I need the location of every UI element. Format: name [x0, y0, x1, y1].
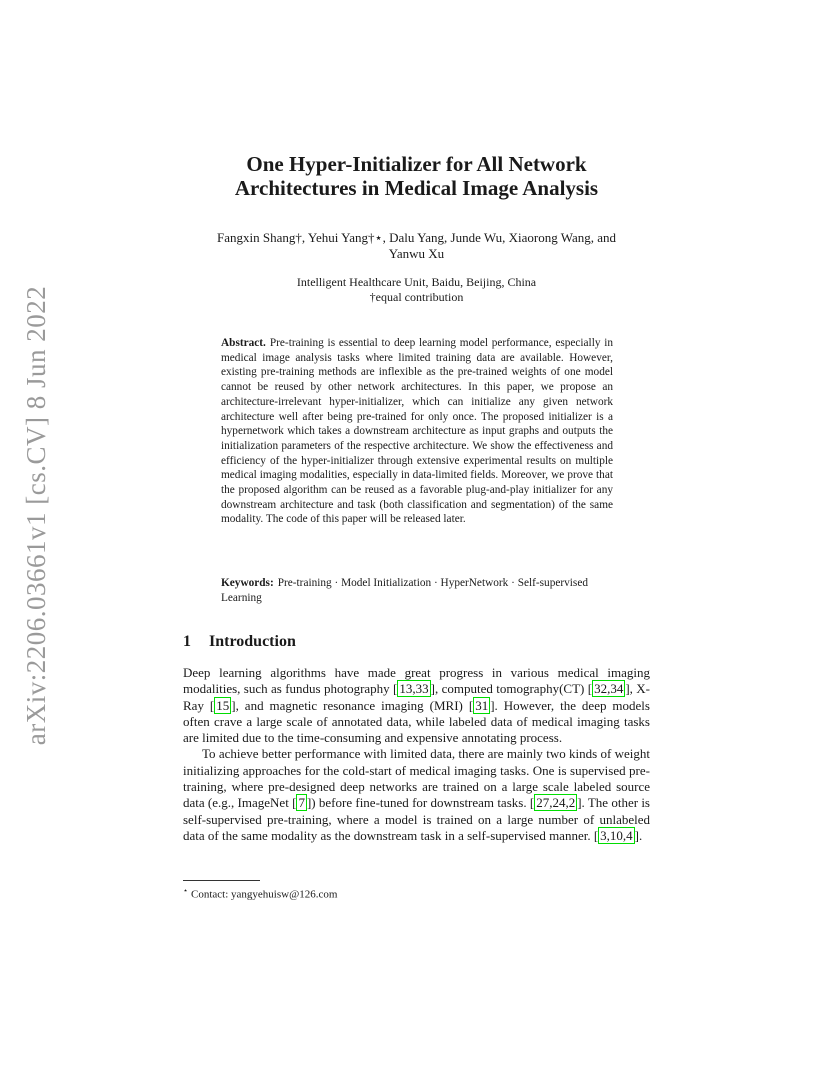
- authors-line-2: Yanwu Xu: [388, 246, 445, 261]
- arxiv-identifier: arXiv:2206.03661v1 [cs.CV] 8 Jun 2022: [21, 285, 52, 745]
- para2-text-2: ) before fine-tuned for downstream tasks.: [311, 795, 530, 811]
- citation-link[interactable]: 13,33: [399, 681, 429, 697]
- introduction-body: [183, 665, 650, 844]
- affiliation-line-1: Intelligent Healthcare Unit, Baidu, Beijing, China: [296, 275, 537, 289]
- authors-line-1: Fangxin Shang†, Yehui Yang†⋆, Dalu Yang, Junde Wu, Xiaorong Wang, and: [217, 230, 616, 245]
- citation-link[interactable]: 27,24,2: [536, 795, 576, 811]
- section-title: Introduction: [209, 633, 296, 650]
- keywords-text: Pre-training · Model Initialization · HyperNetwork · Self-supervised Learning: [221, 577, 588, 604]
- title-line-1: One Hyper-Initializer for All Network: [246, 152, 587, 176]
- para2-text-1: To achieve better performance with limited data, there are mainly two kinds of weight initializing approaches for the cold-start of medical imaging tasks. One is supervised pre-training, where pre-designed deep networks are trained on a large scale labeled source data (e.g., ImageNet: [183, 746, 650, 811]
- arxiv-side-stamp: [20, 285, 54, 745]
- footnote-mark: ⋆: [183, 886, 189, 895]
- abstract: [221, 336, 613, 527]
- abstract-text: Pre-training is essential to deep learning model performance, especially in medical image analysis tasks where limited training data are available. However, existing pre-training methods are inflexible as the pre-trained weights of one model cannot be reused by other network architectures. In this paper, we propose an architecture-irrelevant hyper-initializer, which can initialize any given network architecture well after being pre-trained for only once. The proposed initializer is a hypernetwork which takes a downstream architecture as input graphs and outputs the initialization parameters of the respective architecture. We show the effectiveness and efficiency of the hyper-initializer through extensive experimental results on multiple medical imaging modalities, especially in data-limited fields. Moreover, we prove that the proposed algorithm can be reused as a favorable plug-and-play initializer for any downstream architecture and task (both classification and segmentation) of the same modality. The code of this paper will be released later.: [221, 337, 613, 526]
- para2-text-4: .: [639, 827, 643, 843]
- citation-link[interactable]: 15: [216, 697, 230, 713]
- footnote-rule: [183, 880, 260, 881]
- para1-text-2: , computed tomography(CT): [434, 681, 588, 697]
- author-list: [183, 230, 650, 262]
- footnote: [183, 886, 337, 901]
- para1-text-5: . However, the deep models often crave a large scale of annotated data, while labeled data of medical imaging tasks are limited due to the time-consuming and expensive annotating process.: [183, 697, 650, 746]
- section-number: 1: [183, 633, 191, 650]
- affiliation: [183, 275, 650, 305]
- section-heading-introduction: [183, 633, 296, 651]
- paper-title: [183, 152, 650, 200]
- abstract-label: Abstract.: [221, 337, 266, 349]
- para2-text-3: . The other is self-supervised pre-training, where a model is trained on a large number of unlabeled data of the same modality as the downstream task in a self-supervised manner.: [183, 795, 650, 843]
- paragraph-2: To achieve better performance with limited data, there are mainly two kinds of weight initializing approaches for the cold-start of medical imaging tasks. One is supervised pre-training, where pre-designed deep networks are trained on a large scale labeled source data (e.g., ImageNet [ 7 ]) before fine-tuned for downstream tasks. [ 27,24,2 ]. The other is self-supervised pre-training, where a model is trained on a large number of unlabeled data of the same modality as the downstream task in a self-supervised manner. [ 3,10,4 ].: [183, 746, 650, 843]
- citation-link[interactable]: 32,34: [594, 681, 624, 697]
- citation-link[interactable]: 7: [298, 795, 305, 811]
- paragraph-1: Deep learning algorithms have made great progress in various medical imaging modalities, such as fundus photography [ 13,33 ], computed tomography(CT) [ 32,34 ], X-Ray [ 15 ], and magnetic resonance imaging (MRI) [ 31 ]. However, the deep models often crave a large scale of annotated data, while labeled data of medical imaging tasks are limited due to the time-consuming and expensive annotating process.: [183, 665, 650, 746]
- keywords: [221, 576, 613, 605]
- keywords-label: Keywords:: [221, 577, 274, 589]
- para1-text-4: , and magnetic resonance imaging (MRI): [235, 697, 469, 713]
- footnote-text: Contact: yangyehuisw@126.com: [191, 888, 338, 901]
- para1-text-3: , X-Ray: [183, 681, 650, 713]
- citation-link[interactable]: 3,10,4: [600, 827, 633, 843]
- citation-link[interactable]: 31: [475, 697, 489, 713]
- para1-text-1: Deep learning algorithms have made great progress in various medical imaging modalities, such as fundus photography: [183, 665, 650, 697]
- title-line-2: Architectures in Medical Image Analysis: [234, 176, 599, 200]
- affiliation-line-2: †equal contribution: [369, 290, 464, 304]
